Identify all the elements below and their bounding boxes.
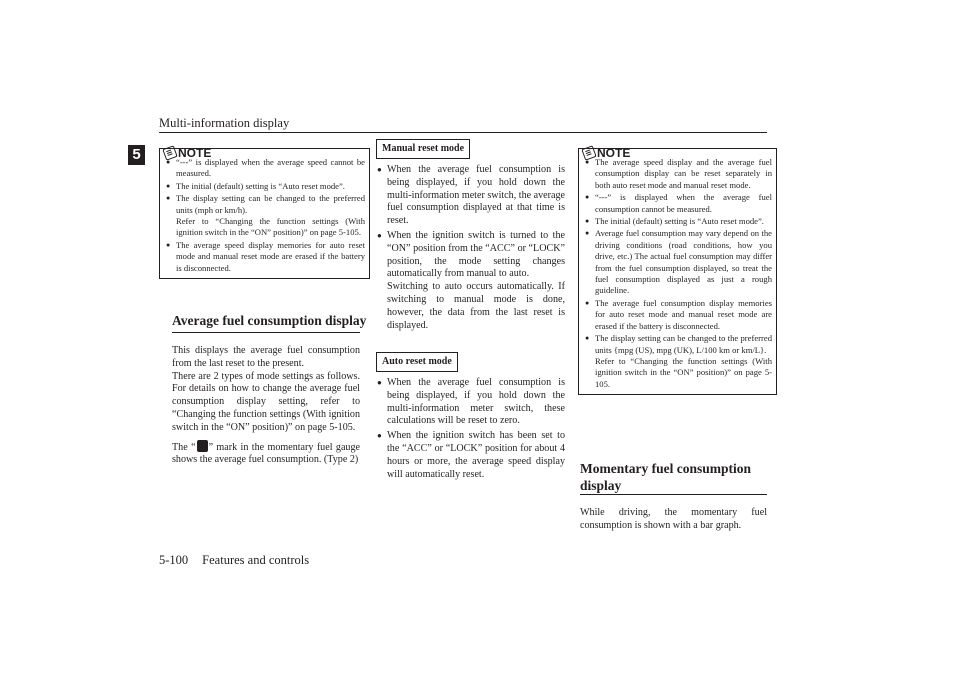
note-label: NOTE (597, 146, 631, 160)
body-text: ” mark in the momentary fuel gauge shows the average fuel consumption. (Type 2) (172, 441, 360, 466)
page-footer (159, 553, 323, 568)
note-item: ● The average fuel consumption display memories for auto reset mode and manual reset mode are erased if the battery is disconnected. (583, 298, 772, 332)
section-rule (172, 332, 360, 333)
page-header-title: Multi-information display (159, 116, 290, 130)
body-paragraph: While driving, the momentary fuel consumption is shown with a bar graph. (580, 507, 767, 531)
header-rule (159, 132, 767, 133)
section-title-momentary-fuel: Momentary fuel consumption display (580, 461, 751, 493)
average-fuel-body (172, 345, 360, 467)
section-title-average-fuel: Average fuel consumption display (172, 313, 367, 328)
note-box-average-speed (159, 148, 370, 279)
section-rule (580, 494, 767, 495)
note-item: ● The average speed display and the average fuel consumption display can be reset separately in both auto reset mode and manual reset mode. (583, 157, 772, 191)
body-text: The “ (172, 441, 196, 453)
note-item: ● Average fuel consumption may vary depend on the driving conditions (road conditions, how you drive, etc.) The actual fuel consumption may differ from the fuel consumption displayed, so treat the fuel consumption displayed as just a rough guideline. (583, 228, 772, 296)
note-item: ● The initial (default) setting is “Auto reset mode”. (164, 181, 365, 192)
note-item-ref: Refer to “Changing the function settings (With ignition switch in the “ON” position)” on page 5-105. (176, 216, 365, 238)
footer-section: Features and controls (202, 553, 310, 567)
auto-reset-body (377, 377, 565, 483)
list-item (377, 230, 565, 332)
note-item: ● The initial (default) setting is “Auto reset mode”. (583, 216, 772, 227)
body-paragraph (172, 440, 360, 468)
page-number: 5-100 (159, 553, 189, 567)
list-item-extra: Switching to auto occurs automatically. If switching to manual mode is done, however, the data from the last reset is displayed. (387, 281, 565, 331)
note-item-ref: Refer to “Changing the function settings (With ignition switch in the “ON” position)” on page 5-105. (595, 355, 772, 389)
note-item (164, 193, 365, 239)
note-item: ● “---” is displayed when the average fuel consumption cannot be measured. (583, 192, 772, 215)
list-item: ● When the ignition switch has been set to the “ACC” or “LOCK” position for about 4 hours or more, the average speed display will automatically reset. (377, 430, 565, 481)
chapter-tab: 5 (128, 145, 145, 165)
note-item (583, 333, 772, 390)
list-item-text: When the ignition switch is turned to the “ON” position from the “ACC” or “LOCK” position, the mode setting changes automatically from manual to auto. (387, 229, 565, 280)
body-paragraph: There are 2 types of mode settings as follows. For details on how to change the average fuel consumption display setting, refer to “Changing the function settings (With ignition switch in the “ON” position)” on page 5-105. (172, 370, 360, 433)
note-item-text: The display setting can be changed to the preferred units {mpg (US), mpg (UK), L/100 km or km/L}. (595, 333, 772, 355)
note-box-average-fuel (578, 148, 777, 395)
note-item: ● The average speed display memories for auto reset mode and manual reset mode are erased if the battery is disconnected. (164, 240, 365, 274)
manual-reset-body (377, 164, 565, 334)
note-label: NOTE (178, 146, 212, 160)
list-item: ● When the average fuel consumption is being displayed, if you hold down the multi-information meter switch, the average fuel consumption displayed at that time is reset. (377, 164, 565, 228)
auto-reset-mode-heading: Auto reset mode (376, 352, 458, 372)
note-item-text: The display setting can be changed to the preferred units (mph or km/h). (176, 193, 365, 215)
note-item: ● “---” is displayed when the average speed cannot be measured. (164, 157, 365, 180)
fuel-gauge-mark-icon (197, 440, 208, 452)
manual-reset-mode-heading: Manual reset mode (376, 139, 470, 159)
body-paragraph: This displays the average fuel consumption from the last reset to the present. (172, 345, 360, 369)
list-item: ● When the average fuel consumption is being displayed, if you hold down the multi-information meter switch, these calculations will be reset to zero. (377, 377, 565, 428)
